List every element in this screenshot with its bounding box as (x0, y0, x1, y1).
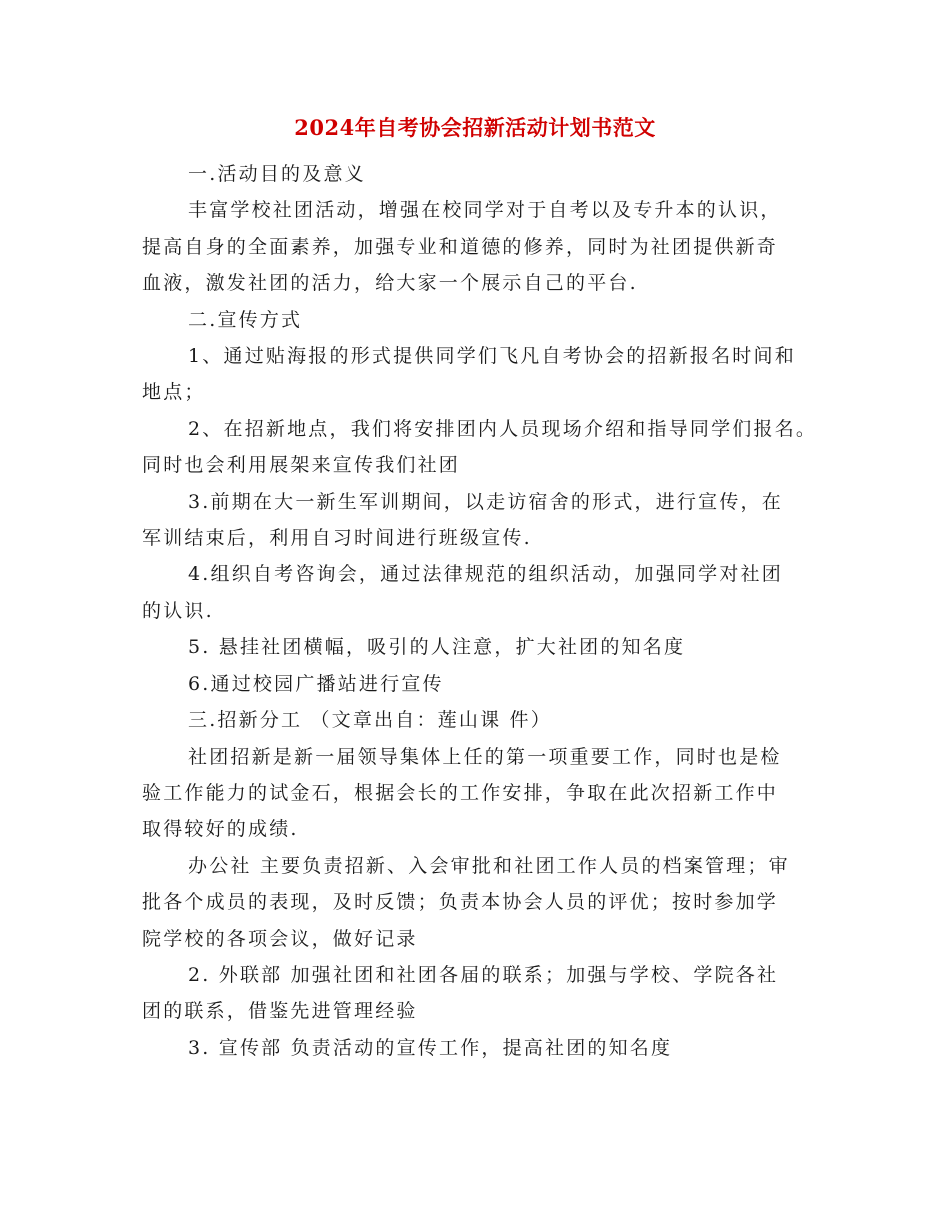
paragraph-line: 社团招新是新一届领导集体上任的第一项重要工作，同时也是检 (188, 745, 782, 768)
paragraph (142, 1030, 814, 1066)
paragraph (142, 702, 814, 738)
paragraph-line: 5. 悬挂社团横幅，吸引的人注意，扩大社团的知名度 (188, 636, 686, 659)
paragraph-line: 办公社 主要负责招新、入会审批和社团工作人员的档案管理；审 (188, 854, 790, 877)
paragraph-line: 丰富学校社团活动，增强在校同学对于自考以及专升本的认识， (188, 199, 782, 222)
paragraph-line: 提高自身的全面素养，加强专业和道德的修养，同时为社团提供新奇 (142, 235, 779, 258)
paragraph-line: 同时也会利用展架来宣传我们社团 (142, 454, 461, 477)
paragraph-line: 验工作能力的试金石，根据会长的工作安排，争取在此次招新工作中 (142, 781, 779, 804)
paragraph (142, 302, 814, 338)
paragraph-line: 一.活动目的及意义 (188, 163, 366, 185)
paragraph (142, 192, 814, 301)
paragraph-line: 批各个成员的表现，及时反馈；负责本协会人员的评优；按时参加学 (142, 891, 779, 914)
paragraph-line: 三.招新分工 （文章出自：莲山课 件） (188, 709, 552, 732)
paragraph-line: 血液，激发社团的活力，给大家一个展示自己的平台. (142, 272, 638, 295)
paragraph-line: 取得较好的成绩. (142, 818, 299, 841)
paragraph-line: 3. 宣传部 负责活动的宣传工作，提高社团的知名度 (188, 1036, 673, 1059)
paragraph-line: 3.前期在大一新生军训期间，以走访宿舍的形式，进行宣传，在 (188, 490, 783, 513)
paragraph (142, 848, 814, 957)
paragraph-line: 6.通过校园广播站进行宣传 (188, 672, 444, 695)
paragraph (142, 338, 814, 411)
paragraph-line: 2. 外联部 加强社团和社团各届的联系；加强与学校、学院各社 (188, 963, 779, 986)
paragraph-line: 1、通过贴海报的形式提供同学们飞凡自考协会的招新报名时间和 (188, 345, 796, 368)
paragraph (142, 411, 818, 484)
paragraph-line: 的认识. (142, 599, 214, 622)
paragraph-line: 院学校的各项会议，做好记录 (142, 927, 418, 950)
paragraph (142, 556, 814, 629)
paragraph (142, 484, 814, 557)
paragraph-line: 二.宣传方式 (188, 308, 303, 331)
paragraph-line: 军训结束后，利用自习时间进行班级宣传. (142, 527, 532, 550)
paragraph (142, 629, 814, 665)
paragraph (142, 957, 814, 1030)
paragraph (142, 156, 814, 192)
paragraph-line: 4.组织自考咨询会，通过法律规范的组织活动，加强同学对社团 (188, 563, 783, 586)
paragraph-line: 团的联系，借鉴先进管理经验 (142, 1000, 418, 1023)
paragraph (142, 666, 814, 702)
document-title: 2024年自考协会招新活动计划书范文 (294, 115, 656, 140)
document-body (142, 156, 818, 1066)
paragraph (142, 739, 814, 848)
paragraph-line: 2、在招新地点，我们将安排团内人员现场介绍和指导同学们报名。 (188, 417, 818, 440)
paragraph-line: 地点； (142, 381, 206, 404)
